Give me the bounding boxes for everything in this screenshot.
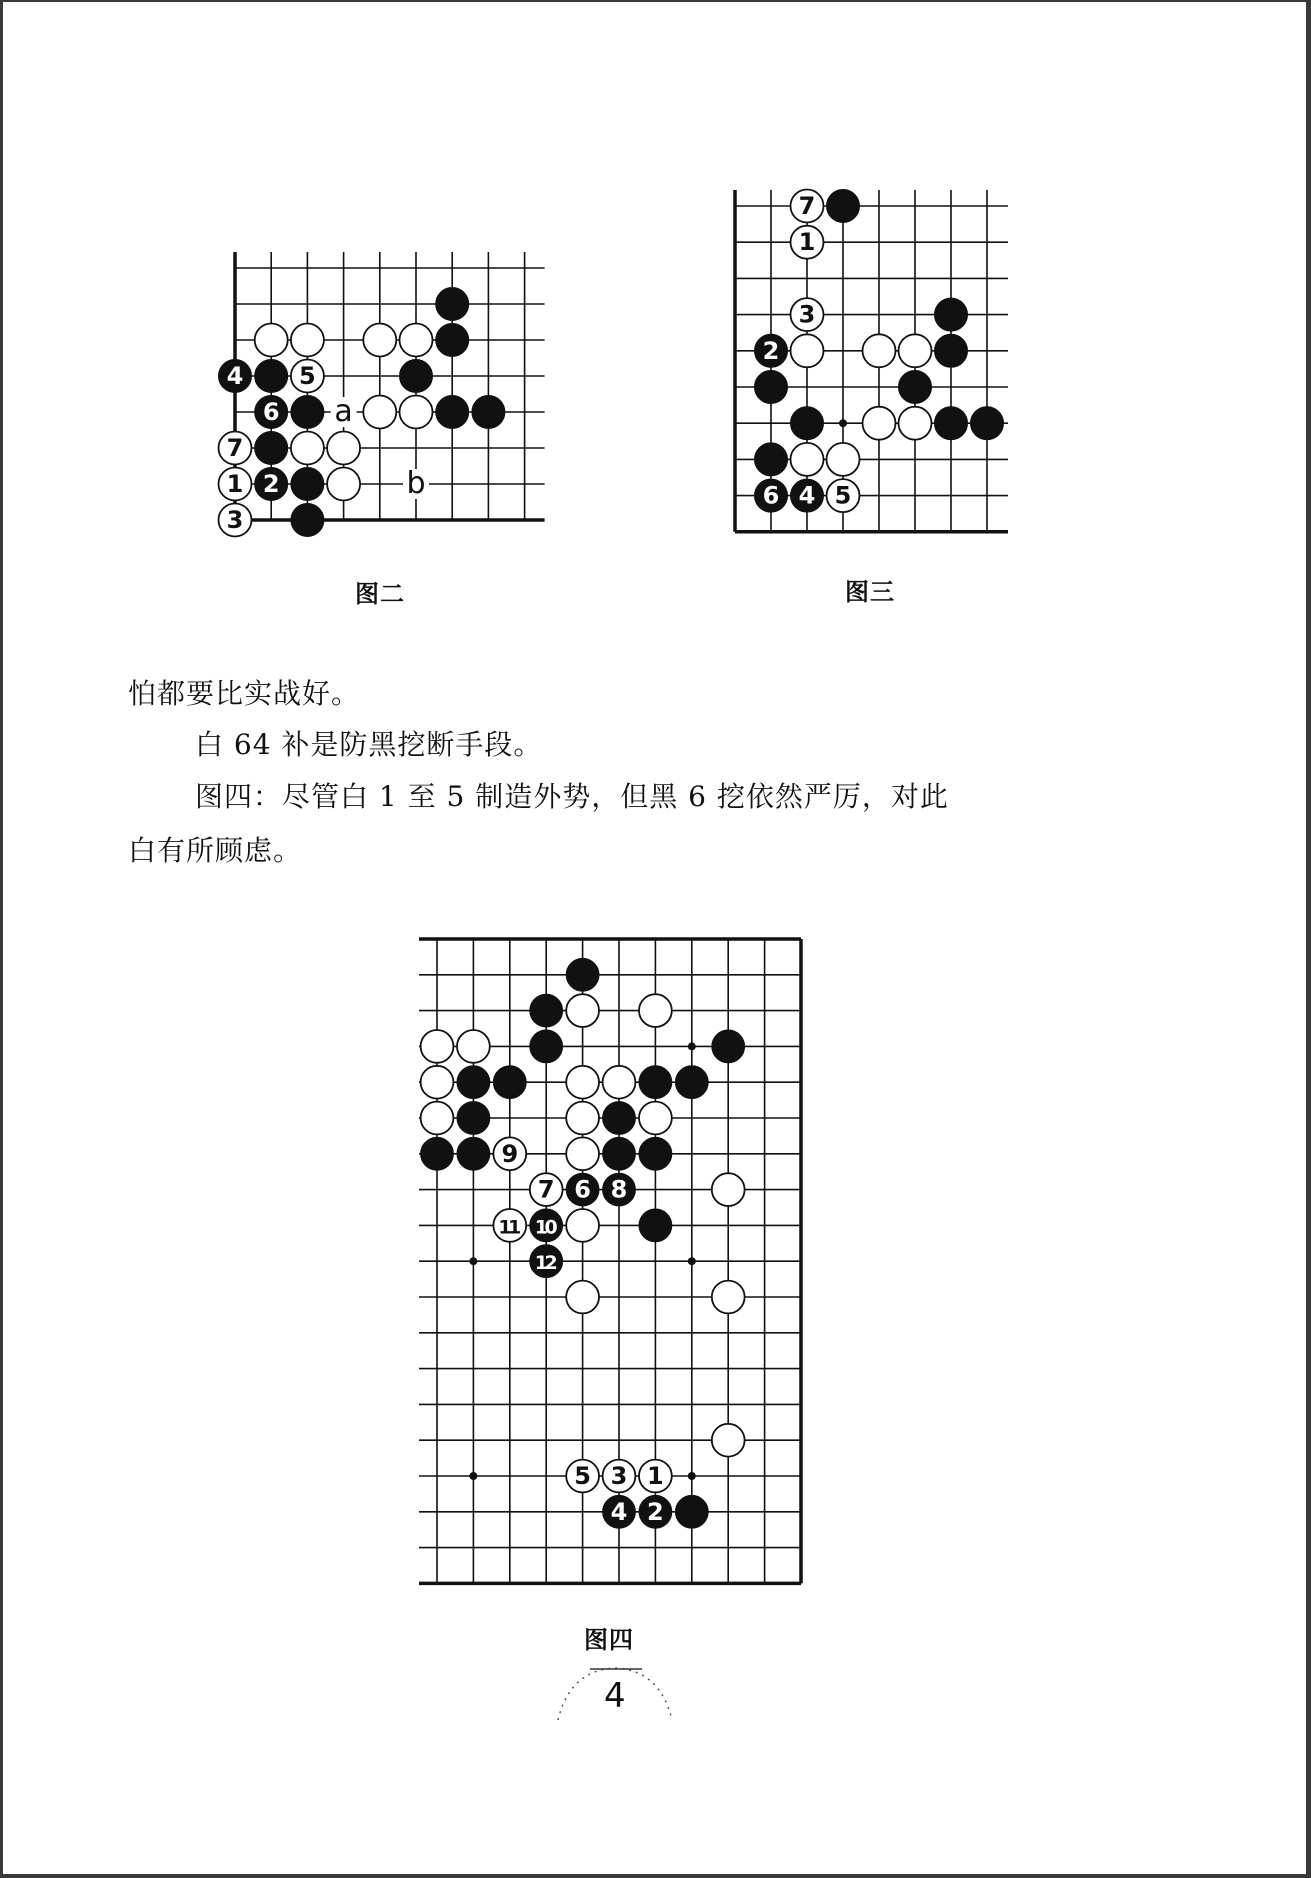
move-number: 10 (534, 1216, 558, 1239)
white-stone (566, 1460, 599, 1493)
white-stone (566, 1102, 599, 1135)
black-stone (675, 1066, 708, 1099)
move-number: 1 (798, 228, 816, 257)
star-point (688, 1257, 696, 1265)
move-number: 8 (610, 1175, 628, 1204)
move-number: 5 (574, 1462, 591, 1490)
white-stone (712, 1424, 745, 1457)
paragraph-line-4: 白有所顾虑。 (128, 834, 303, 867)
move-number: 7 (537, 1175, 555, 1204)
move-number: 11 (498, 1216, 522, 1239)
move-number: 3 (226, 506, 244, 534)
black-stone (493, 1066, 526, 1099)
move-number: 2 (762, 336, 780, 365)
black-stone (421, 1137, 454, 1170)
paragraph-line-2: 白 64 补是防黑挖断手段。 (195, 728, 543, 761)
black-stone (457, 1066, 490, 1099)
white-stone (712, 1281, 745, 1314)
move-number: 3 (798, 300, 816, 329)
black-stone (457, 1137, 490, 1170)
move-number: 4 (610, 1497, 628, 1526)
black-stone (530, 1030, 563, 1063)
white-stone (421, 1030, 454, 1063)
black-stone (603, 1173, 636, 1206)
move-number: 5 (834, 481, 852, 510)
paragraph-line-1: 怕都要比实战好。 (128, 677, 361, 710)
move-number: 4 (226, 362, 244, 390)
move-number: 2 (647, 1497, 664, 1526)
white-stone (639, 1460, 672, 1493)
move-number: 3 (610, 1462, 628, 1490)
black-stone (603, 1102, 636, 1135)
figure-4-caption: 图四 (584, 1626, 634, 1654)
star-point (688, 1472, 696, 1480)
black-stone (712, 1030, 745, 1063)
black-stone (566, 1173, 599, 1206)
black-stone (530, 1245, 563, 1278)
star-point (469, 1257, 477, 1265)
black-stone (603, 1137, 636, 1170)
black-stone (639, 1066, 672, 1099)
move-number: 4 (798, 481, 816, 510)
white-stone (457, 1030, 490, 1063)
black-stone (530, 1209, 563, 1242)
white-stone (421, 1102, 454, 1135)
black-stone (566, 958, 599, 991)
white-stone (603, 1460, 636, 1493)
move-number: 6 (574, 1175, 591, 1204)
black-stone (639, 1209, 672, 1242)
move-number: 5 (299, 362, 316, 390)
black-stone (639, 1495, 672, 1528)
figure-3-caption: 图三 (845, 578, 895, 606)
white-stone (566, 1066, 599, 1099)
white-stone (603, 1066, 636, 1099)
move-number: 7 (226, 434, 244, 462)
page-number: 4 (604, 1676, 626, 1716)
black-stone (675, 1495, 708, 1528)
black-stone (457, 1102, 490, 1135)
move-number: 2 (262, 470, 280, 498)
white-stone (639, 1102, 672, 1135)
black-stone (603, 1495, 636, 1528)
black-stone (639, 1137, 672, 1170)
white-stone (566, 1209, 599, 1242)
star-point (469, 1472, 477, 1480)
white-stone (493, 1137, 526, 1170)
move-number: 6 (262, 398, 280, 426)
move-number: 1 (226, 470, 244, 498)
move-number: 9 (501, 1139, 519, 1168)
white-stone (493, 1209, 526, 1242)
point-mark-label: a (334, 394, 353, 429)
paragraph-line-3: 图四：尽管白 1 至 5 制造外势，但黑 6 挖依然严厉，对此 (195, 780, 949, 813)
white-stone (566, 1137, 599, 1170)
move-number: 6 (762, 481, 780, 510)
move-number: 1 (647, 1462, 664, 1490)
white-stone (566, 1281, 599, 1314)
black-stone (530, 994, 563, 1027)
figure-2-caption: 图二 (355, 580, 405, 608)
white-stone (639, 994, 672, 1027)
white-stone (566, 994, 599, 1027)
white-stone (530, 1173, 563, 1206)
white-stone (421, 1066, 454, 1099)
white-stone (712, 1173, 745, 1206)
point-mark-label: b (406, 466, 426, 501)
move-number: 7 (798, 192, 816, 220)
move-number: 12 (534, 1252, 558, 1275)
star-point (688, 1042, 696, 1050)
